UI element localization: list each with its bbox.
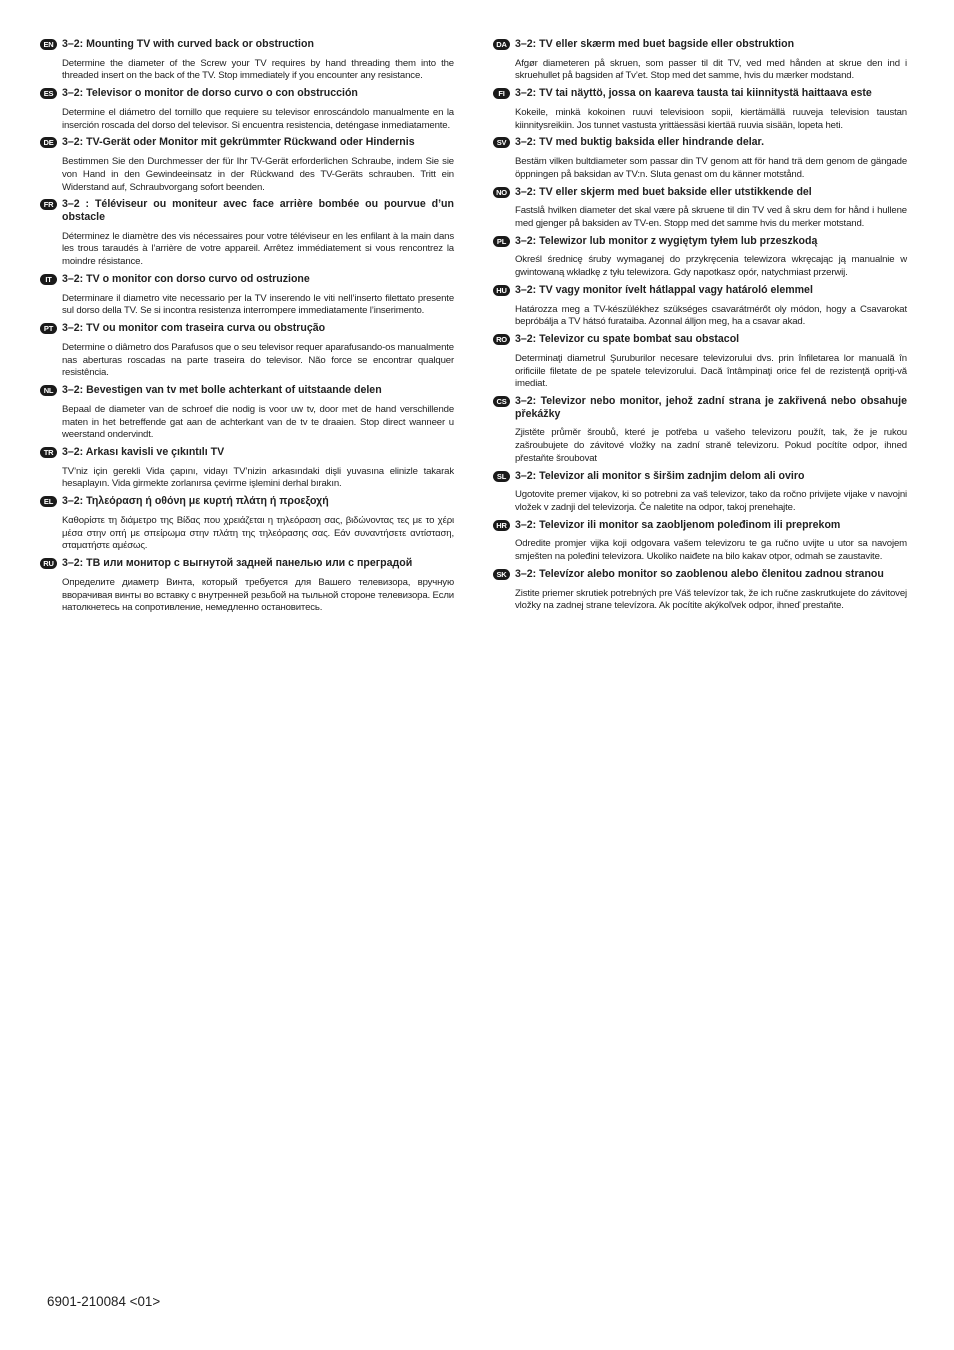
language-badge: NL	[40, 385, 57, 396]
section-heading	[493, 87, 907, 100]
section-heading	[40, 446, 454, 459]
section-body: Ugotovite premer vijakov, ki so potrebni za vaš televizor, tako da ročno privijete vijake v navojni vložek v zadnji del televizorja. Če naletite na odpor, takoj prenehajte.	[515, 489, 907, 514]
section-title: 3–2: TV o monitor con dorso curvo od ostruzione	[62, 272, 310, 285]
language-badge: HR	[493, 520, 510, 531]
section-title: 3–2: TV-Gerät oder Monitor mit gekrümmter Rückwand oder Hindernis	[62, 136, 415, 149]
left-column	[40, 38, 454, 619]
section-pl	[493, 235, 907, 280]
section-heading	[493, 186, 907, 199]
language-badge: PT	[40, 323, 57, 334]
section-title: 3–2: Televizor ali monitor s širšim zadnjim delom ali oviro	[515, 469, 805, 482]
language-badge: DA	[493, 39, 510, 50]
language-badge: FR	[40, 199, 57, 210]
section-title: 3–2: Telewizor lub monitor z wygiętym tyłem lub przeszkodą	[515, 234, 818, 247]
section-body: Determine el diámetro del tornillo que requiere su televisor enroscándolo manualmente en la inserción roscada del dorso del televisor. Si encuentra resistencia, deténgase inmediatamente.	[62, 106, 454, 131]
section-it	[40, 273, 454, 318]
language-badge: SK	[493, 569, 510, 580]
section-heading	[493, 333, 907, 346]
document-code: 6901-210084 <01>	[47, 1294, 161, 1309]
section-heading	[40, 273, 454, 286]
section-en	[40, 38, 454, 83]
section-heading	[493, 395, 907, 420]
section-heading	[40, 136, 454, 149]
section-body: Bestimmen Sie den Durchmesser der für Ihr TV-Gerät erforderlichen Schraube, indem Sie sie von Hand in den Gewindeeinsatz in der Rückwand des TV-Geräts schrauben. Tritt ein Widerstand auf, Schraubvorgang sofort beenden.	[62, 155, 454, 193]
section-hu	[493, 284, 907, 329]
section-de	[40, 136, 454, 194]
section-body: Determine o diâmetro dos Parafusos que o seu televisor requer aparafusando-os manualmente nas aberturas roscadas na parte traseira do televisor. Não force se encontrar qualquer resistência.	[62, 341, 454, 379]
section-body: Déterminez le diamètre des vis nécessaires pour votre téléviseur en les enfilant à la main dans les trous taraudés à l’arrière de votre appareil. Arrêtez immédiatement si vous rencontrez la moindre résistance.	[62, 230, 454, 268]
section-title: 3–2: TV vagy monitor ívelt hátlappal vagy határoló elemmel	[515, 283, 813, 296]
language-badge: HU	[493, 285, 510, 296]
section-body: Zjistěte průměr šroubů, které je potřeba u vašeho televizoru použít, tak, že je rukou zašroubujete do závitové vložky na zadní straně televizoru. Pokud pocítíte odpor, ihned přestaňte šroubovat	[515, 427, 907, 464]
section-tr	[40, 446, 454, 491]
section-title: 3–2: Televizor cu spate bombat sau obstacol	[515, 333, 740, 346]
section-body: Odredite promjer vijka koji odgovara vašem televizoru te ga ručno uvijte u utor sa navojem smješten na poleđini televizora. Ukoliko naiđete na bilo kakav otpor, odmah se zaustavite.	[515, 538, 907, 563]
section-sv	[493, 136, 907, 181]
section-body: Determine the diameter of the Screw your TV requires by hand threading them into the threaded insert on the back of the TV. Stop immediately if you encounter any resistance.	[62, 57, 454, 82]
section-title: 3–2: ТВ или монитор с выгнутой задней панелью или с преградой	[62, 557, 413, 570]
section-title: 3–2: TV tai näyttö, jossa on kaareva tausta tai kiinnitystä haittaava este	[515, 87, 872, 100]
language-badge: FI	[493, 88, 510, 99]
language-badge: DE	[40, 137, 57, 148]
section-body: Bepaal de diameter van de schroef die nodig is voor uw tv, door met de hand verschillende maten in het betreffende gat aan de achterkant van de tv te draaien. Stop direct wanneer u weerstand ondervindt.	[62, 403, 454, 441]
section-title: 3–2: Televízor alebo monitor so zaoblenou alebo členitou zadnou stranou	[515, 568, 884, 581]
section-body: Determinaţi diametrul Şuruburilor necesare televizorului dvs. prin înfiletarea lor manuală în orificiile filetate de pe spatele televizorului. Dacă întâmpinaţi orice fel de rezistenţă opriţi-vă imediat.	[515, 352, 907, 390]
section-title: 3–2: TV eller skærm med buet bagside eller obstruktion	[515, 38, 795, 50]
section-heading	[493, 470, 907, 483]
section-body: Fastslå hvilken diameter det skal være på skruene til din TV ved å skru dem for hånd i hullene med gjenger på baksiden av TV-en. Stopp med det samme hvis du merker motstand.	[515, 205, 907, 229]
section-title: 3–2: Arkası kavisli ve çıkıntılı TV	[62, 446, 225, 459]
section-title: 3–2: Mounting TV with curved back or obstruction	[62, 38, 314, 50]
section-cs	[493, 395, 907, 466]
language-badge: EL	[40, 496, 57, 507]
section-heading	[40, 384, 454, 397]
section-title: 3–2: TV ou monitor com traseira curva ou obstrução	[62, 322, 326, 335]
section-heading	[493, 284, 907, 297]
section-body: Определите диаметр Винта, который требуется для Вашего телевизора, вручную вворачивая винты во вставку с внутренней резьбой на тыльной стороне телевизора. Если натолкнетесь на сопротивление, немедленно остановитесь.	[62, 576, 454, 614]
language-badge: RU	[40, 558, 57, 569]
section-heading	[493, 235, 907, 248]
section-heading	[40, 198, 454, 223]
section-body: Zistite priemer skrutiek potrebných pre Váš televízor tak, že ich ručne zaskrutkujete do závitovej vložky na zadnej strane televízora. Ak pocítite akýkoľvek odpor, ihneď prestaňte.	[515, 587, 907, 612]
section-sl	[493, 470, 907, 515]
section-heading	[493, 519, 907, 532]
section-title: 3–2: Τηλεόραση ή οθόνη με κυρτή πλάτη ή προεξοχή	[62, 495, 329, 508]
section-title: 3–2: TV eller skjerm med buet bakside eller utstikkende del	[515, 185, 812, 198]
section-title: 3–2 : Téléviseur ou moniteur avec face arrière bombée ou pourvue d’un obstacle	[62, 198, 454, 223]
section-pt	[40, 322, 454, 380]
language-badge: SV	[493, 137, 510, 148]
section-heading	[40, 322, 454, 335]
section-heading	[493, 568, 907, 581]
section-body: Határozza meg a TV-készülékhez szükséges csavarátmérőt oly módon, hogy a Csavarokat bepróbálja a TV hátsó furataiba. Azonnal álljon meg, ha a csavar akad.	[515, 303, 907, 328]
section-heading	[40, 557, 454, 570]
language-badge: NO	[493, 187, 510, 198]
section-es	[40, 87, 454, 132]
section-body: Καθορίστε τη διάμετρο της Βίδας που χρειάζεται η τηλεόραση σας, βιδώνοντας τες με το χέρι μέσα στην οπή με σπείρωμα στην πλάτη της τηλεόρασης σας. Εάν συναντήσετε αντίσταση, σταματήστε αμέσως.	[62, 514, 454, 552]
section-heading	[493, 38, 907, 51]
section-sk	[493, 568, 907, 613]
language-badge: CS	[493, 396, 510, 407]
language-badge: PL	[493, 236, 510, 247]
section-title: 3–2: Televisor o monitor de dorso curvo o con obstrucción	[62, 87, 358, 100]
language-badge: RO	[493, 334, 510, 345]
section-body: Bestäm vilken bultdiameter som passar din TV genom att för hand trä dem genom de gängade öppningen på baksidan av TV:n. Sluta genast om du känner motstånd.	[515, 155, 907, 180]
section-title: 3–2: Bevestigen van tv met bolle achterkant of uitstaande delen	[62, 384, 382, 397]
section-fi	[493, 87, 907, 132]
language-badge: SL	[493, 471, 510, 482]
section-body: Kokeile, minkä kokoinen ruuvi televisioon sopii, kiertämällä ruuveja television taustan kiinnitysreikiin. Jos tunnet vastusta yrittäessäsi kiertää ruuvia sisään, lopeta heti.	[515, 106, 907, 131]
section-fr	[40, 198, 454, 269]
section-body: Afgør diameteren på skruen, som passer til dit TV, ved med hånden at skrue den ind i skruehullet på bagsiden af Tv’et. Stop med det samme, hvis du mærker modstand.	[515, 57, 907, 82]
language-badge: TR	[40, 447, 57, 458]
section-title: 3–2: TV med buktig baksida eller hindrande delar.	[515, 136, 765, 149]
section-ru	[40, 557, 454, 615]
section-ro	[493, 333, 907, 391]
section-body: TV’niz için gerekli Vida çapını, vidayı TV’nizin arkasındaki dişli yuvasına elinizle takarak hesaplayın. Vida girmekte zorlanırsa çevirme işlemini derhal bırakın.	[62, 465, 454, 490]
section-da	[493, 38, 907, 83]
section-title: 3–2: Televizor ili monitor sa zaobljenom poleđinom ili preprekom	[515, 518, 841, 531]
language-badge: IT	[40, 274, 57, 285]
language-badge: ES	[40, 88, 57, 99]
section-no	[493, 186, 907, 231]
language-badge: EN	[40, 39, 57, 50]
section-el	[40, 495, 454, 553]
section-body: Determinare il diametro vite necessario per la TV inserendo le viti nell’inserto filettato presente sul dorso della TV. Se si incontra resistenza interrompere immediatamente l’inserimento.	[62, 292, 454, 317]
section-heading	[40, 38, 454, 51]
section-heading	[40, 87, 454, 100]
section-nl	[40, 384, 454, 442]
section-body: Określ średnicę śruby wymaganej do przykręcenia telewizora wkręcając ją manualnie w gwintowaną wkładkę z tyłu telewizora. Gdy napotkasz opór, natychmiast przerwij.	[515, 254, 907, 279]
section-heading	[493, 136, 907, 149]
right-column	[493, 38, 907, 617]
section-title: 3–2: Televizor nebo monitor, jehož zadní strana je zakřivená nebo obsahuje překážky	[515, 395, 907, 420]
section-heading	[40, 495, 454, 508]
section-hr	[493, 519, 907, 564]
